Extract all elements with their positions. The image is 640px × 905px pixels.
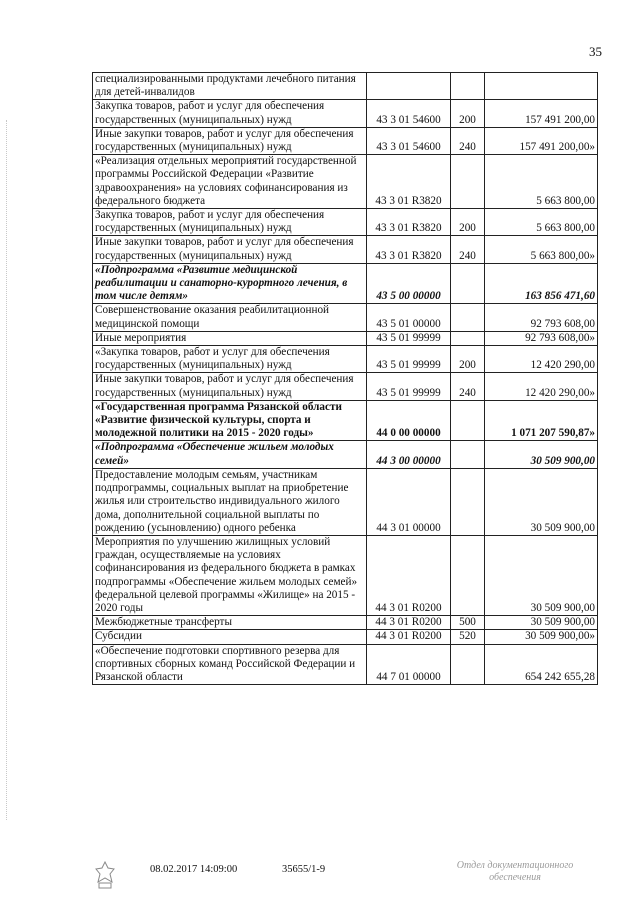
table-row (93, 535, 598, 615)
row-sum-cell: 30 509 900,00 (485, 535, 598, 615)
row-name-cell: Межбюджетные трансферты (93, 616, 367, 630)
row-name-cell: Мероприятия по улучшению жилищных условий граждан, осуществляемые на условиях софинансирования из федерального бюджета в рамках подпрограммы «Обеспечение жильем молодых семей» федеральной целевой программы «Жилище» на 2015 - 2020 годы (93, 535, 367, 615)
row-name-cell: «Реализация отдельных мероприятий государственной программы Российской Федерации «Развитие здравоохранения» на условиях софинансирования из федерального бюджета (93, 155, 367, 209)
row-sum-cell: 30 509 900,00 (485, 616, 598, 630)
row-csr-cell: 44 7 01 00000 (367, 644, 451, 685)
row-name-cell: «Подпрограмма «Обеспечение жильем молодых семей» (93, 441, 367, 468)
table-row (93, 400, 598, 441)
row-csr-cell: 43 3 01 R3820 (367, 236, 451, 263)
row-csr-cell: 43 3 01 R3820 (367, 209, 451, 236)
row-csr-cell: 43 3 01 54600 (367, 100, 451, 127)
row-vr-cell: 200 (451, 346, 485, 373)
row-name-cell: Закупка товаров, работ и услуг для обеспечения государственных (муниципальных) нужд (93, 100, 367, 127)
row-csr-cell: 43 5 01 99999 (367, 346, 451, 373)
margin-scan-marks (6, 120, 11, 820)
row-csr-cell: 43 3 01 R3820 (367, 155, 451, 209)
row-vr-cell: 240 (451, 127, 485, 154)
row-sum-cell: 30 509 900,00 (485, 468, 598, 535)
table-row (93, 346, 598, 373)
row-name-cell: «Подпрограмма «Развитие медицинской реабилитации и санаторно-курортного лечения, в том числе детям» (93, 263, 367, 304)
row-sum-cell: 92 793 608,00 (485, 304, 598, 331)
stamp-line-2: обеспечения (489, 872, 541, 883)
row-vr-cell (451, 400, 485, 441)
row-csr-cell (367, 73, 451, 100)
row-vr-cell (451, 263, 485, 304)
row-sum-cell: 654 242 655,28 (485, 644, 598, 685)
row-name-cell: специализированными продуктами лечебного питания для детей-инвалидов (93, 73, 367, 100)
table-row (93, 630, 598, 644)
table-row (93, 100, 598, 127)
table-row (93, 468, 598, 535)
row-vr-cell: 500 (451, 616, 485, 630)
row-sum-cell: 5 663 800,00 (485, 155, 598, 209)
row-sum-cell: 157 491 200,00 (485, 100, 598, 127)
row-sum-cell: 30 509 900,00» (485, 630, 598, 644)
row-vr-cell (451, 73, 485, 100)
page-number: 35 (589, 44, 602, 59)
row-name-cell: Иные закупки товаров, работ и услуг для обеспечения государственных (муниципальных) нужд (93, 373, 367, 400)
row-csr-cell: 44 3 00 00000 (367, 441, 451, 468)
row-csr-cell: 43 3 01 54600 (367, 127, 451, 154)
row-csr-cell: 43 5 01 99999 (367, 331, 451, 345)
table-row (93, 236, 598, 263)
row-name-cell: Иные закупки товаров, работ и услуг для обеспечения государственных (муниципальных) нужд (93, 236, 367, 263)
budget-table (92, 72, 598, 685)
row-sum-cell: 92 793 608,00» (485, 331, 598, 345)
footer-datetime: 08.02.2017 14:09:00 (150, 864, 238, 875)
table-row (93, 331, 598, 345)
stamp-line-1: Отдел документационного (456, 860, 574, 871)
table-row (93, 263, 598, 304)
row-vr-cell (451, 155, 485, 209)
row-vr-cell: 520 (451, 630, 485, 644)
row-name-cell: «Обеспечение подготовки спортивного резерва для спортивных сборных команд Российской Федерации и Рязанской области (93, 644, 367, 685)
table-row (93, 616, 598, 630)
page-footer (0, 858, 640, 898)
row-vr-cell (451, 468, 485, 535)
row-name-cell: «Государственная программа Рязанской области «Развитие физической культуры, спорта и молодежной политики на 2015 - 2020 годы» (93, 400, 367, 441)
row-sum-cell: 5 663 800,00» (485, 236, 598, 263)
row-sum-cell: 1 071 207 590,87» (485, 400, 598, 441)
row-csr-cell: 44 3 01 R0200 (367, 535, 451, 615)
row-vr-cell: 200 (451, 209, 485, 236)
row-sum-cell: 163 856 471,60 (485, 263, 598, 304)
table-row (93, 73, 598, 100)
row-csr-cell: 43 5 00 00000 (367, 263, 451, 304)
emblem-icon (92, 860, 118, 890)
row-vr-cell: 240 (451, 236, 485, 263)
table-row (93, 304, 598, 331)
row-csr-cell: 44 3 01 R0200 (367, 616, 451, 630)
row-sum-cell: 30 509 900,00 (485, 441, 598, 468)
row-name-cell: Иные мероприятия (93, 331, 367, 345)
row-vr-cell (451, 304, 485, 331)
row-name-cell: «Закупка товаров, работ и услуг для обеспечения государственных (муниципальных) нужд (93, 346, 367, 373)
table-row (93, 373, 598, 400)
row-name-cell: Предоставление молодым семьям, участникам подпрограммы, социальных выплат на приобретение жилья или строительство индивидуального жилого дома, дополнительной социальной выплаты по рождению (усыновлению) одного ребенка (93, 468, 367, 535)
row-sum-cell: 5 663 800,00 (485, 209, 598, 236)
row-name-cell: Иные закупки товаров, работ и услуг для обеспечения государственных (муниципальных) нужд (93, 127, 367, 154)
department-stamp (430, 860, 600, 884)
row-sum-cell: 157 491 200,00» (485, 127, 598, 154)
row-csr-cell: 43 5 01 99999 (367, 373, 451, 400)
table-row (93, 644, 598, 685)
table-row (93, 155, 598, 209)
row-name-cell: Субсидии (93, 630, 367, 644)
row-vr-cell (451, 644, 485, 685)
row-name-cell: Закупка товаров, работ и услуг для обеспечения государственных (муниципальных) нужд (93, 209, 367, 236)
row-vr-cell (451, 441, 485, 468)
row-csr-cell: 44 0 00 00000 (367, 400, 451, 441)
row-vr-cell (451, 535, 485, 615)
row-sum-cell: 12 420 290,00 (485, 346, 598, 373)
row-vr-cell (451, 331, 485, 345)
table-row (93, 441, 598, 468)
budget-table-body (93, 73, 598, 685)
row-sum-cell (485, 73, 598, 100)
table-row (93, 127, 598, 154)
row-name-cell: Совершенствование оказания реабилитационной медицинской помощи (93, 304, 367, 331)
table-row (93, 209, 598, 236)
row-csr-cell: 44 3 01 R0200 (367, 630, 451, 644)
row-vr-cell: 240 (451, 373, 485, 400)
row-sum-cell: 12 420 290,00» (485, 373, 598, 400)
row-csr-cell: 43 5 01 00000 (367, 304, 451, 331)
row-vr-cell: 200 (451, 100, 485, 127)
footer-doc-code: 35655/1-9 (282, 864, 326, 875)
row-csr-cell: 44 3 01 00000 (367, 468, 451, 535)
